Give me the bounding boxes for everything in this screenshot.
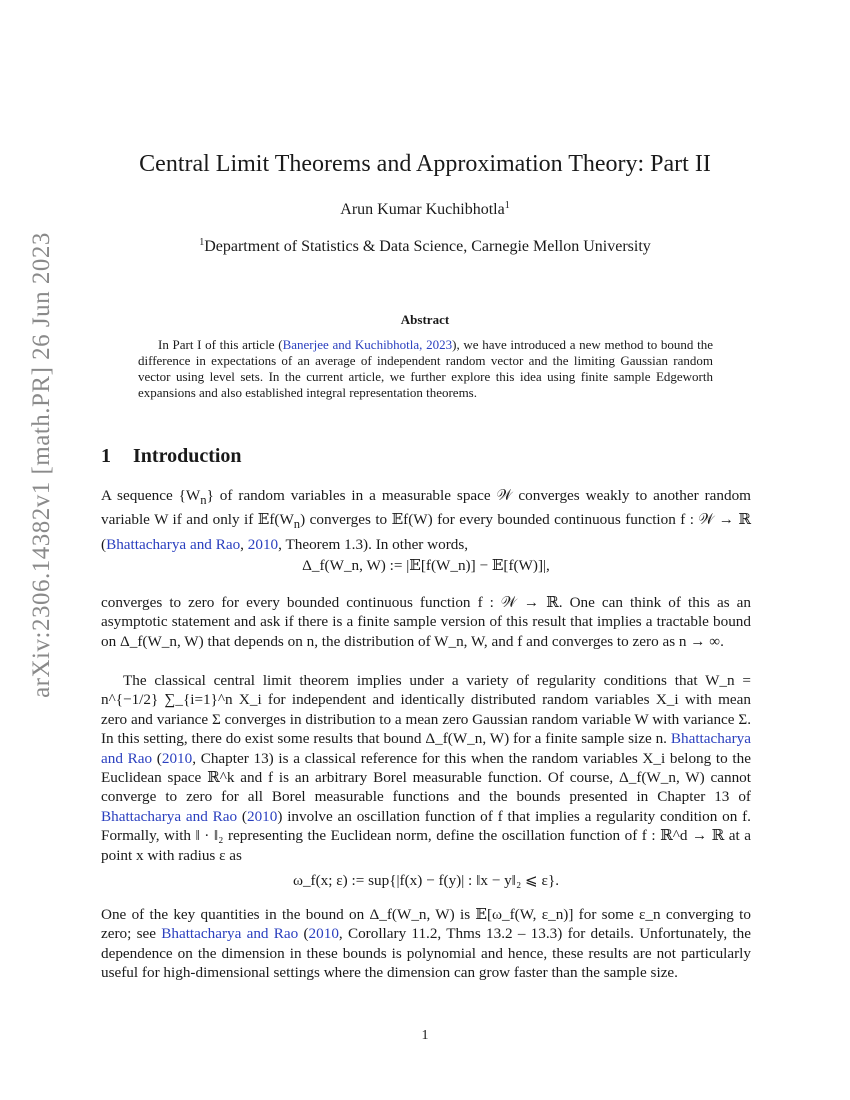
citation-year-link[interactable]: 2010 — [308, 925, 339, 943]
equation-delta: Δ_f(W_n, W) := |𝔼[f(W_n)] − 𝔼[f(W)]|, — [302, 557, 550, 574]
author-affiliation-marker: 1 — [504, 200, 510, 211]
citation-year-link[interactable]: 2010 — [246, 807, 278, 825]
citation-year-link[interactable]: 2010 — [161, 749, 193, 767]
citation-link[interactable]: Banerjee and Kuchibhotla, 2023 — [282, 337, 453, 352]
citation-link[interactable]: Bhattacharya and Rao — [101, 730, 751, 767]
author-line — [0, 200, 850, 219]
equation-oscillation: ω_f(x; ε) := sup{|f(x) − f(y)| : ‖x − y‖₂ ⩽ ε}. — [292, 872, 560, 889]
paper-title: Central Limit Theorems and Approximation Theory: Part II — [139, 151, 711, 177]
abstract-heading: Abstract — [400, 312, 450, 327]
arxiv-identifier: arXiv:2306.14382v1 [math.PR] 26 Jun 2023 — [28, 232, 56, 698]
page-number: 1 — [421, 1028, 429, 1043]
citation-link[interactable]: Bhattacharya and Rao — [106, 535, 241, 553]
affiliation-line — [0, 237, 850, 256]
section-number: 1 — [101, 445, 111, 467]
abstract-text: In Part I of this article (Banerjee and Kuchibhotla, 2023), we have introduced a new method to bound the difference in expectations of an average of independent random vector and the limiting Gaussian random vector using level sets. In the current article, we further explore this idea using finite sample Edgeworth expansions and also established integral representation theorems. — [138, 337, 713, 400]
author-name: Arun Kumar Kuchibhotla — [340, 201, 505, 218]
section-title: Introduction — [133, 445, 242, 467]
paragraph-2: converges to zero for every bounded continuous function f : 𝒲 → ℝ. One can think of this as an asymptotic statement and ask if there is a finite sample version of this result that implies a tractable bound on Δ_f(W_n, W) that depends on n, the distribution of W_n, W, and f and converges to zero as n → ∞. — [101, 594, 751, 650]
paragraph-3: The classical central limit theorem implies under a variety of regularity conditions that W_n = n^{−1/2} ∑_{i=1}^n X_i for independent and identically distributed random variables X_i with mean zero and variance Σ converges in distribution to a mean zero Gaussian random variable W with variance Σ. In this setting, there do exist some results that bound Δ_f(W_n, W) for a finite sample size n. Bhattacharya and Rao (2010, Chapter 13) is a classical reference for this when the random variables X_i belong to the Euclidean space ℝ^k and f is an arbitrary Borel measurable function. Of course, Δ_f(W_n, W) cannot converge to zero for all Borel measurable functions and the bounds presented in Chapter 13 of Bhattacharya and Rao (2010) involve an oscillation function of f that implies a regularity condition on f. Formally, with ‖ · ‖₂ representing the Euclidean norm, define the oscillation function of f : ℝ^d → ℝ at a point x with radius ε as — [101, 672, 751, 864]
citation-year-link[interactable]: 2010 — [247, 535, 279, 553]
paragraph-4: One of the key quantities in the bound on Δ_f(W_n, W) is 𝔼[ω_f(W, ε_n)] for some ε_n converging to zero; see Bhattacharya and Rao (2010, Corollary 11.2, Thms 13.2 – 13.3) for details. Unfortunately, the dependence on the dimension in these bounds is polynomial and hence, these results are not particularly useful for high-dimensional settings where the dimension can grow faster than the sample size. — [101, 906, 751, 982]
paragraph-1: A sequence $\{W_n\}$ of random variables in a measurable space 𝒲 converges weakly to another random variable W if and only if $𝔼f(W_n)$ converges to 𝔼f(W) for every bounded continuous function f : 𝒲 → ℝ (Bhattacharya and Rao, 2010, Theorem 1.3). In other words, — [101, 487, 751, 553]
citation-link[interactable]: Bhattacharya and Rao — [101, 807, 238, 825]
affiliation-name: Department of Statistics & Data Science, Carnegie Mellon University — [204, 238, 651, 255]
affiliation-marker: 1 — [199, 237, 205, 248]
citation-link[interactable]: Bhattacharya and Rao — [161, 925, 299, 943]
section-heading — [101, 445, 242, 468]
